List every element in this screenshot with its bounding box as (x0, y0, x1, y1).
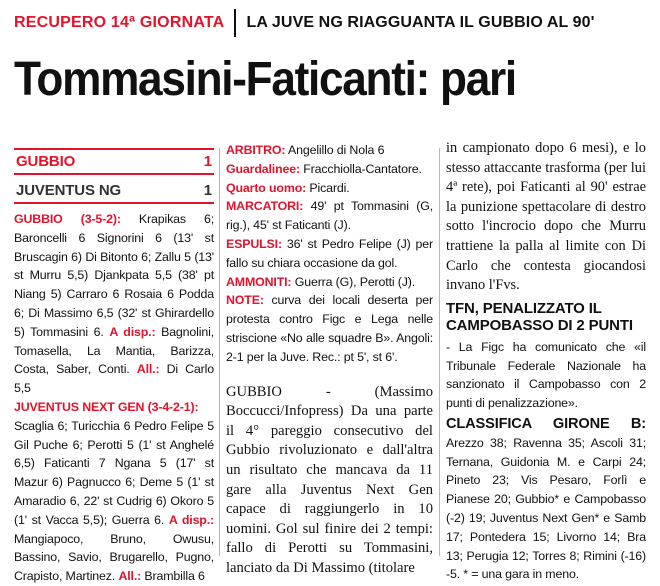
column-article (446, 139, 646, 584)
sent-off-label: ESPULSI: (226, 236, 282, 251)
gubbio-coach: Di Carlo 5,5 (14, 362, 214, 396)
booked-label: AMMONITI: (226, 274, 292, 289)
gubbio-coach-label: All.: (136, 362, 160, 377)
standings-text: Arezzo 38; Ravenna 35; Ascoli 31; Ternana, Guidonia M. e Carpi 24; Pineto 23; Vis Pesaro, Forlì e Pianese 20; Gubbio* e Campobasso (-2) 19; Juventus Next Gen* e Samb 17; Pontedera 15; Livorno 14; Bra 13; Perugia 12; Torres 8; Rimini (-16) -5. * = una gara in meno. (446, 435, 646, 582)
fourth-official-label: Quarto uomo: (226, 180, 307, 195)
linesmen: Fracchiolla-Cantatore. (303, 161, 422, 176)
kicker-subtitle: LA JUVE NG RIAGGUANTA IL GUBBIO AL 90' (246, 14, 595, 31)
gubbio-label: GUBBIO (3-5-2): (14, 212, 121, 226)
away-team: JUVENTUS NG (16, 181, 122, 199)
column-lineups (14, 140, 214, 586)
away-score: 1 (203, 181, 212, 199)
juve-players: Scaglia 6; Turicchia 6 Pedro Felipe 5 Gil Puche 6; Perotti 5 (1' st Anghelé 6,5) Faticanti 7 Ngana 5 (17' st Mazur 6) Pagnucco 6; Deme 5 (1' st Amaradio 6, 22' st Cudrig 6) Okoro 5 (1' st Vacca 5,5); Guerra 6. (14, 418, 214, 527)
scoreboard (14, 148, 214, 204)
kicker-round: RECUPERO 14ª GIORNATA (14, 14, 225, 31)
headline: Tommasini-Faticanti: pari (14, 53, 516, 106)
scorers: 49' pt Tommasini (G, rig.), 45' st Faticanti (J). (226, 199, 433, 233)
column-divider-2 (439, 148, 440, 556)
column-divider-1 (219, 148, 220, 556)
match-info (226, 141, 433, 367)
standings (446, 415, 646, 584)
sent-off: 36' st Pedro Felipe (J) per fallo su chiara occasione da gol. (226, 236, 433, 270)
score-row-home (14, 150, 214, 175)
scorers-label: MARCATORI: (226, 199, 304, 214)
juve-bench: Mangiapoco, Bruno, Owusu, Bassino, Savio, Brugarello, Pugno, Crapisto, Martinez. (14, 531, 214, 584)
article-body-part2: in campionato dopo 6 mesi), e lo stesso attaccante trasforma (per lui 4ª rete), poi Faticanti al 90' estrae la punizione spettacolare di destro sotto l'incrocio dopo che Murru trattiene la palla al limite con Di Carlo che contesta giocandosi invano l'Fvs. (446, 140, 646, 294)
gubbio-players: Krapikas 6; Baroncelli 6 Signorini 6 (13' st Bruscagin 6) Di Bitonto 6; Zallu 5 (13' st Murru 5,5) Djankpata 5,5 (38' pt Niang 5) Carraro 6 Rosaia 6 Podda 6; Di Massimo 6,5 (32' st Ghirardello 5) Tommasini 6. (14, 212, 214, 339)
booked: Guerra (G), Perotti (J). (294, 274, 416, 289)
juve-coach: Brambilla 6 (144, 569, 205, 584)
juve-coach-label: All.: (118, 569, 142, 584)
kicker-bar (14, 6, 595, 40)
notes: curva dei locali deserta per protesta contro Figc e Lega nelle striscione «No alle squadre B». Angoli: 2-1 per la Juve. Rec.: pt 5', st 6'. (226, 293, 433, 364)
referee: Angelillo di Nola 6 (287, 143, 385, 157)
gubbio-bench-label: A disp.: (109, 324, 156, 339)
penalty-box-title: TFN, PENALIZZATO IL CAMPOBASSO DI 2 PUNTI (446, 299, 633, 334)
juve-lineup (14, 398, 214, 586)
notes-label: NOTE: (226, 293, 264, 308)
home-team: GUBBIO (16, 152, 76, 170)
fourth-official: Picardi. (309, 180, 350, 195)
standings-title: CLASSIFICA GIRONE B: (446, 415, 646, 432)
juve-label: JUVENTUS NEXT GEN (3-4-2-1): (14, 399, 199, 414)
kicker-divider (234, 9, 236, 37)
gubbio-bench: Bagnolini, Tomasella, La Mantia, Barizza, Costa, Saber, Conti. (14, 324, 214, 377)
column-match-info (226, 141, 433, 579)
penalty-box-text: - La Figc ha comunicato che «il Tribunale Federale Nazionale ha sanzionato il Campobasso con 2 punti di penalizzazione». (446, 339, 646, 411)
juve-bench-label: A disp.: (168, 512, 214, 527)
score-row-away (14, 179, 214, 204)
gubbio-lineup (14, 210, 214, 398)
article-body-part1: GUBBIO - (Massimo Boccucci/Infopress) Da una parte il 4° pareggio consecutivo del Gubbio rivoluzionato e dall'altra un risultato che mancava da 11 gare alla Juventus Next Gen capace di raggiungerlo in 10 uomini. Gol sul finire dei 2 tempi: fallo di Perotti su Tommasini, lanciato da Di Massimo (titolare (226, 383, 433, 576)
referee-label: ARBITRO: (226, 143, 286, 157)
linesmen-label: Guardalinee: (226, 161, 300, 176)
home-score: 1 (203, 152, 212, 170)
